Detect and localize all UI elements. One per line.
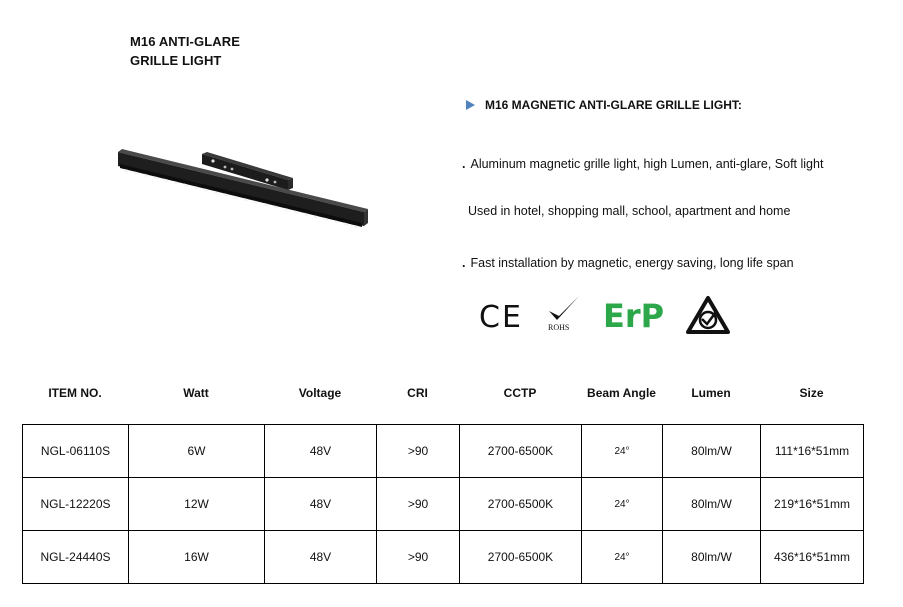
cell-item-no: NGL-24440S — [23, 531, 129, 584]
cell-lumen: 80lm/W — [663, 531, 761, 584]
cell-cri: >90 — [377, 531, 460, 584]
header-cctp: CCTP — [503, 386, 537, 400]
header-size: Size — [799, 386, 824, 400]
section-heading — [466, 98, 742, 112]
table-row — [23, 478, 864, 531]
table-row — [23, 531, 864, 584]
cell-watt: 16W — [129, 531, 265, 584]
cell-size: 111*16*51mm — [761, 425, 864, 478]
feature-item — [462, 156, 823, 172]
cell-watt: 12W — [129, 478, 265, 531]
cell-beam-angle: 24° — [582, 425, 663, 478]
feature-item — [468, 203, 790, 219]
cell-cctp: 2700-6500K — [460, 531, 582, 584]
product-title-line-1: M16 ANTI-GLARE — [130, 34, 240, 49]
erp-mark-icon: ErP — [603, 297, 665, 335]
cell-size: 436*16*51mm — [761, 531, 864, 584]
certification-logos — [475, 292, 745, 342]
product-title-line-2: GRILLE LIGHT — [130, 53, 222, 68]
header-item-no: ITEM NO. — [48, 386, 102, 400]
header-cri: CRI — [407, 386, 428, 400]
triangle-bullet-icon — [466, 100, 475, 110]
bullet-mark: . — [462, 256, 466, 270]
header-voltage: Voltage — [298, 386, 342, 400]
cell-cctp: 2700-6500K — [460, 478, 582, 531]
spec-table — [22, 424, 864, 584]
cell-voltage: 48V — [265, 478, 377, 531]
header-watt: Watt — [183, 386, 209, 400]
cell-cri: >90 — [377, 425, 460, 478]
cell-voltage: 48V — [265, 425, 377, 478]
product-title — [130, 32, 240, 70]
header-beam-angle: Beam Angle — [587, 386, 656, 400]
table-header — [22, 386, 863, 404]
bullet-mark: . — [462, 157, 466, 171]
feature-text: Aluminum magnetic grille light, high Lumen, anti-glare, Soft light — [470, 157, 824, 171]
product-image — [110, 140, 375, 235]
section-heading-text: M16 MAGNETIC ANTI-GLARE GRILLE LIGHT: — [485, 98, 742, 112]
grille-light-icon — [110, 140, 375, 235]
feature-text: Used in hotel, shopping mall, school, apartment and home — [468, 204, 791, 218]
cell-cctp: 2700-6500K — [460, 425, 582, 478]
cell-lumen: 80lm/W — [663, 478, 761, 531]
cell-lumen: 80lm/W — [663, 425, 761, 478]
cell-item-no: NGL-06110S — [23, 425, 129, 478]
ce-mark-icon: CE — [479, 300, 523, 335]
rohs-label: ROHS — [548, 323, 570, 332]
rcm-mark-icon — [685, 295, 731, 340]
cell-beam-angle: 24° — [582, 531, 663, 584]
cell-beam-angle: 24° — [582, 478, 663, 531]
cell-item-no: NGL-12220S — [23, 478, 129, 531]
rohs-mark-icon — [545, 294, 585, 336]
feature-item — [462, 255, 794, 271]
table-row — [23, 425, 864, 478]
header-lumen: Lumen — [691, 386, 731, 400]
cell-size: 219*16*51mm — [761, 478, 864, 531]
feature-text: Fast installation by magnetic, energy saving, long life span — [470, 256, 794, 270]
cell-watt: 6W — [129, 425, 265, 478]
checkmark-icon — [545, 294, 585, 324]
cell-cri: >90 — [377, 478, 460, 531]
cell-voltage: 48V — [265, 531, 377, 584]
